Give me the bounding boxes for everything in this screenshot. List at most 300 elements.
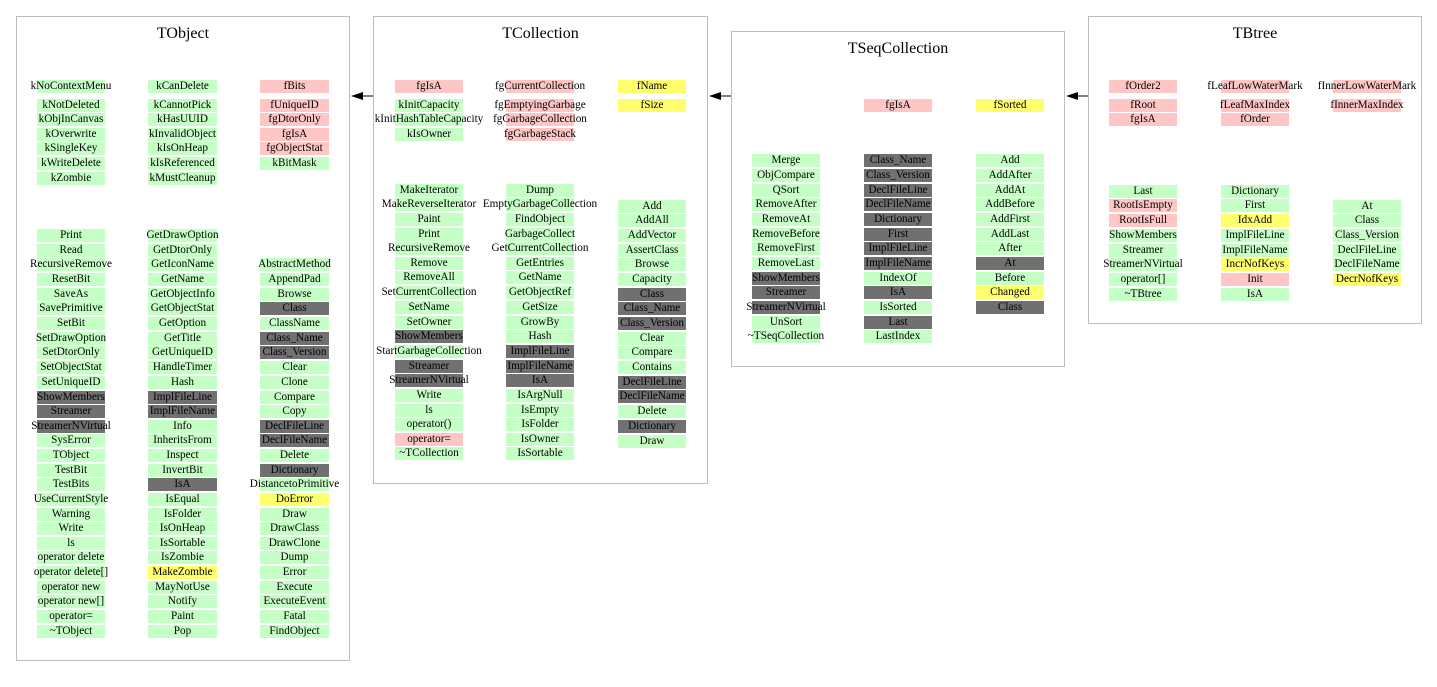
class-title: TCollection — [502, 25, 579, 42]
member-label: IsSortable — [159, 537, 206, 549]
member-label: EmptyGarbageCollection — [482, 198, 598, 210]
member-label: kInitHashTableCapacity — [374, 113, 484, 125]
member-label: operator= — [49, 610, 93, 622]
member-label: Draw — [282, 508, 307, 520]
member-label: fgGarbageCollection — [493, 113, 587, 125]
member-label: RemoveFirst — [757, 242, 815, 254]
member-label: AddAfter — [988, 169, 1032, 181]
member-fsize — [582, 99, 722, 112]
member-label: GetUniqueID — [152, 346, 213, 358]
member-label: Streamer — [408, 360, 450, 372]
member-label: Class_Version — [262, 346, 327, 358]
member-label: kObjInCanvas — [38, 113, 104, 125]
member-label: kIsOnHeap — [157, 142, 208, 154]
member-copy — [225, 405, 365, 418]
member-fgisa — [225, 128, 365, 141]
member-label: Hash — [528, 330, 552, 342]
member-label: DeclFileLine — [622, 376, 682, 388]
member-label: Init — [1247, 273, 1263, 285]
member-label: fSorted — [993, 99, 1027, 111]
member-label: Changed — [990, 286, 1030, 298]
member-label: Read — [59, 244, 83, 256]
member-label: AbstractMethod — [258, 258, 331, 270]
member-label: SetDrawOption — [35, 332, 107, 344]
member-finnerlowwatermark — [1297, 80, 1437, 93]
member-label: IsEqual — [165, 493, 200, 505]
member-label: Paint — [417, 213, 441, 225]
member-label: AssertClass — [625, 244, 679, 256]
member-draw — [582, 435, 722, 448]
member-class-version — [225, 346, 365, 359]
member-label: fName — [636, 80, 668, 92]
member-label: ShowMembers — [37, 391, 105, 403]
member-label: operator delete[] — [33, 566, 109, 578]
member-label: SetDtorOnly — [42, 346, 100, 358]
member-label: Dictionary — [1231, 185, 1279, 197]
member-label: Remove — [410, 257, 448, 269]
member-class-version — [1297, 229, 1437, 242]
member-label: Dictionary — [270, 464, 319, 476]
member-label: kZombie — [50, 172, 92, 184]
member-distancetoprimitive — [225, 478, 365, 491]
member-label: fRoot — [1130, 99, 1156, 111]
member-label: First — [1244, 199, 1266, 211]
member-executeevent — [225, 595, 365, 608]
member-addall — [582, 214, 722, 227]
member-label: DrawClone — [268, 537, 321, 549]
member-label: fInnerLowWaterMark — [1317, 80, 1417, 92]
member-clear — [225, 361, 365, 374]
member-label: ImplFileLine — [152, 391, 213, 403]
member-label: Class_Version — [619, 317, 684, 329]
member-delete — [582, 405, 722, 418]
member-label: TObject — [52, 449, 90, 461]
member-declfileline — [1297, 244, 1437, 257]
member-label: Copy — [282, 405, 307, 417]
member-label: Class — [1354, 214, 1380, 226]
member-dictionary — [1185, 185, 1325, 198]
member-label: Fatal — [283, 610, 306, 622]
member-appendpad — [225, 273, 365, 286]
member-label: Warning — [51, 508, 91, 520]
member-label: IsOnHeap — [159, 522, 206, 534]
member-label: ImplFileName — [1222, 244, 1288, 256]
member-label: fBits — [283, 80, 306, 92]
member-label: DeclFileLine — [264, 420, 325, 432]
member-label: Dump — [280, 551, 309, 563]
member-label: MakeZombie — [152, 566, 213, 578]
member-label: ImplFileName — [865, 257, 931, 269]
member-label: kInvalidObject — [148, 128, 217, 140]
member-kmustcleanup — [113, 172, 253, 185]
member-label: SetName — [408, 301, 450, 313]
member-label: ImplFileName — [507, 360, 573, 372]
member-label: ClassName — [269, 317, 320, 329]
member-label: FindObject — [269, 625, 320, 637]
member-label: kBitMask — [272, 157, 317, 169]
member-fggarbagecollection — [470, 113, 610, 126]
member-label: DeclFileLine — [868, 184, 928, 196]
member-label: RemoveAll — [403, 271, 455, 283]
member-label: ImplFileLine — [510, 345, 570, 357]
member-label: Write — [416, 389, 442, 401]
member-fatal — [225, 610, 365, 623]
member-label: fgIsA — [416, 80, 442, 92]
member-label: Write — [58, 522, 84, 534]
member-label: SetBit — [57, 317, 85, 329]
member-label: DistancetoPrimitive — [249, 478, 340, 490]
member-dump — [225, 551, 365, 564]
member-label: IsA — [1246, 288, 1264, 300]
member-label: fgIsA — [1130, 113, 1156, 125]
member-label: IsSortable — [517, 447, 563, 459]
member-label: Print — [60, 229, 82, 241]
member-addafter — [940, 169, 1080, 182]
member-label: Streamer — [765, 286, 807, 298]
member-compare — [225, 391, 365, 404]
class-title: TSeqCollection — [847, 40, 949, 57]
member-capacity — [582, 273, 722, 286]
class-title: TObject — [156, 25, 210, 42]
member-label: ResetBit — [51, 273, 91, 285]
member-label: GrowBy — [520, 316, 560, 328]
member-label: Browse — [634, 258, 670, 270]
member-label: SetUniqueID — [41, 376, 101, 388]
member-label: AddFirst — [990, 213, 1030, 225]
member-label: Clear — [282, 361, 307, 373]
member-label: QSort — [772, 184, 800, 196]
member-label: fgDtorOnly — [268, 113, 321, 125]
member-label: AddLast — [990, 228, 1030, 240]
member-label: fLeafMaxIndex — [1219, 99, 1291, 111]
member-doerror — [225, 493, 365, 506]
member-label: IsSorted — [879, 301, 917, 313]
member-dump — [470, 184, 610, 197]
member-label: Last — [1133, 185, 1153, 197]
member-label: IsFolder — [163, 508, 202, 520]
member-label: kIsReferenced — [150, 157, 215, 169]
member-label: RemoveLast — [757, 257, 815, 269]
member-label: DecrNofKeys — [1335, 273, 1399, 285]
member-label: Class_Name — [266, 332, 323, 344]
member-class — [940, 301, 1080, 314]
member-label: Class — [639, 288, 665, 300]
member-label: operator() — [406, 418, 452, 430]
member-label: Class_Version — [1334, 229, 1399, 241]
member-label: AppendPad — [268, 273, 321, 285]
member-label: fgObjectStat — [266, 142, 323, 154]
member-label: RootIsFull — [1119, 214, 1167, 226]
member-clone — [225, 376, 365, 389]
member-label: GetName — [518, 271, 562, 283]
member-getdrawoption — [113, 229, 253, 242]
member-label: ls — [425, 404, 433, 416]
member-label: Class — [282, 302, 307, 314]
member-label: Execute — [276, 581, 313, 593]
member-compare — [582, 346, 722, 359]
member-fgobjectstat — [225, 142, 365, 155]
member-label: GetDtorOnly — [152, 244, 213, 256]
member-declfilename — [1297, 258, 1437, 271]
member-dictionary — [582, 420, 722, 433]
member-label: ShowMembers — [1109, 229, 1177, 241]
member-label: IsA — [531, 374, 549, 386]
member-label: Notify — [167, 595, 198, 607]
member-label: fgIsA — [281, 128, 308, 140]
member-label: kIsOwner — [406, 128, 452, 140]
member-label: Add — [1000, 154, 1020, 166]
member-label: IsA — [174, 478, 191, 490]
member-kbitmask — [225, 157, 365, 170]
member-label: fLeafLowWaterMark — [1207, 80, 1303, 92]
member-label: InheritsFrom — [153, 434, 212, 446]
member-label: operator delete — [37, 551, 105, 563]
member-label: FindObject — [514, 213, 566, 225]
member-addfirst — [940, 213, 1080, 226]
member-label: RootIsEmpty — [1113, 199, 1173, 211]
member-label: TestBits — [52, 478, 90, 490]
member-label: DrawClass — [269, 522, 320, 534]
member-label: IndexOf — [879, 272, 917, 284]
member-label: Print — [418, 228, 440, 240]
member-fggarbagestack — [470, 128, 610, 141]
member-getdtoronly — [113, 244, 253, 257]
member-label: Paint — [171, 610, 194, 622]
member-label: RecursiveRemove — [387, 242, 471, 254]
member-fname — [582, 80, 722, 93]
member-label: operator new — [41, 581, 101, 593]
member-error — [225, 566, 365, 579]
member-addlast — [940, 228, 1080, 241]
member-declfileline — [225, 420, 365, 433]
member-label: kNotDeleted — [42, 99, 100, 111]
member-forder — [1185, 113, 1325, 126]
member-label: Draw — [639, 435, 665, 447]
member-label: GetSize — [522, 301, 558, 313]
member-last — [828, 316, 968, 329]
member-label: MayNotUse — [155, 581, 210, 593]
member-addvector — [582, 229, 722, 242]
member-label: Delete — [279, 449, 310, 461]
member-label: RemoveAfter — [755, 198, 817, 210]
member-label: kMustCleanup — [149, 172, 216, 184]
member-label: GetEntries — [516, 257, 564, 269]
member-label: GetObjectStat — [150, 302, 215, 314]
member-label: Browse — [277, 288, 312, 300]
member-label: Class_Version — [865, 169, 930, 181]
member-add — [582, 200, 722, 213]
member-label: DeclFileName — [619, 390, 685, 402]
member-label: fgCurrentCollection — [494, 80, 586, 92]
member-label: Compare — [631, 346, 673, 358]
member-label: GetName — [161, 273, 204, 285]
member-contains — [582, 361, 722, 374]
member-label: GetTitle — [164, 332, 201, 344]
member-label: fgGarbageStack — [503, 128, 577, 140]
member-label: ImplFileLine — [868, 242, 928, 254]
member-label: TestBit — [54, 464, 88, 476]
member-label: Hash — [171, 376, 194, 388]
member-label: Clone — [281, 376, 308, 388]
member-label: kHasUUID — [157, 113, 208, 125]
member-label: Streamer — [1122, 244, 1164, 256]
member-label: Delete — [637, 405, 667, 417]
member-drawclone — [225, 537, 365, 550]
member-class — [1297, 214, 1437, 227]
member-before — [940, 272, 1080, 285]
member-label: AddBefore — [985, 198, 1035, 210]
member-label: ls — [67, 537, 75, 549]
member-label: Inspect — [166, 449, 199, 461]
member-draw — [225, 508, 365, 521]
member-label: GetOption — [158, 317, 207, 329]
member-funiqueid — [225, 99, 365, 112]
member-label: kOverwrite — [45, 128, 97, 140]
member-label: IsZombie — [161, 551, 204, 563]
member-lastindex — [828, 330, 968, 343]
member-assertclass — [582, 244, 722, 257]
member-label: Dictionary — [874, 213, 922, 225]
member-label: StartGarbageCollection — [376, 345, 482, 357]
member-label: Dictionary — [628, 420, 676, 432]
member-label: RemoveBefore — [752, 228, 820, 240]
member-label: kWriteDelete — [41, 157, 101, 169]
member-label: DoError — [275, 493, 314, 505]
member-addat — [940, 184, 1080, 197]
member-class-name — [582, 302, 722, 315]
member-label: InvertBit — [162, 464, 203, 476]
member-label: Streamer — [50, 405, 92, 417]
member-label: SysError — [51, 434, 91, 446]
member-label: kNoContextMenu — [30, 80, 112, 92]
member-label: SetCurrentCollection — [381, 286, 477, 298]
member-class — [225, 302, 365, 315]
member-label: fUniqueID — [270, 99, 319, 111]
member-label: SetOwner — [406, 316, 452, 328]
member-fgdtoronly — [225, 113, 365, 126]
member-delete — [225, 449, 365, 462]
member-label: Add — [642, 200, 662, 212]
member-label: MakeReverseIterator — [381, 198, 477, 210]
member-label: UseCurrentStyle — [33, 493, 109, 505]
member-label: AddAll — [635, 214, 669, 226]
member-label: Dump — [526, 184, 554, 196]
member-execute — [225, 581, 365, 594]
member-after — [940, 242, 1080, 255]
member-declfilename — [582, 390, 722, 403]
member-label: fSize — [640, 99, 664, 111]
member-label: LastIndex — [875, 330, 921, 342]
member-browse — [225, 288, 365, 301]
member-label: Class_Name — [869, 154, 927, 166]
member-label: StreamerNVirtual — [746, 301, 826, 313]
member-label: Contains — [632, 361, 672, 373]
member-isa — [1185, 288, 1325, 301]
member-label: GetIconName — [151, 258, 214, 270]
member-class-version — [582, 317, 722, 330]
member-drawclass — [225, 522, 365, 535]
member-label: fInnerMaxIndex — [1330, 99, 1404, 111]
member-label: IdxAdd — [1237, 214, 1273, 226]
member-label: fgIsA — [885, 99, 911, 111]
member-label: GetCurrentCollection — [491, 242, 589, 254]
member-class — [582, 288, 722, 301]
member-label: IsEmpty — [521, 404, 559, 416]
member-label: GetObjectInfo — [150, 288, 215, 300]
member-fbits — [225, 80, 365, 93]
member-classname — [225, 317, 365, 330]
member-label: operator[] — [1120, 273, 1166, 285]
member-changed — [940, 286, 1080, 299]
member-clear — [582, 332, 722, 345]
member-dictionary — [225, 464, 365, 477]
member-label: StreamerNVirtual — [31, 420, 111, 432]
member-label: ~TCollection — [399, 447, 459, 459]
member-label: Before — [994, 272, 1026, 284]
member-label: UnSort — [769, 316, 803, 328]
member-label: HandleTimer — [152, 361, 213, 373]
member-label: kSingleKey — [44, 142, 98, 154]
member-label: StreamerNVirtual — [1103, 258, 1183, 270]
member-label: Compare — [273, 391, 315, 403]
member-label: After — [998, 242, 1022, 254]
member-label: Class_Name — [623, 302, 681, 314]
member-label: ExecuteEvent — [263, 595, 326, 607]
member-label: Merge — [771, 154, 801, 166]
member-label: IsA — [889, 286, 907, 298]
member-label: DeclFileName — [865, 198, 931, 210]
member-label: AddAt — [994, 184, 1026, 196]
member-at — [1297, 200, 1437, 213]
member-label: SetObjectStat — [40, 361, 102, 373]
member-label: At — [1004, 257, 1016, 269]
member-label: IncrNofKeys — [1225, 258, 1285, 270]
member-label: Capacity — [632, 273, 672, 285]
member-label: IsOwner — [520, 433, 560, 445]
class-title: TBtree — [1232, 25, 1278, 42]
member-abstractmethod — [225, 258, 365, 271]
member-class-name — [225, 332, 365, 345]
member-label: DeclFileName — [261, 434, 328, 446]
member-label: GetObjectRef — [508, 286, 572, 298]
member-label: Clear — [639, 332, 665, 344]
member-label: ~TBtree — [1124, 288, 1162, 300]
member-label: operator new[] — [37, 595, 105, 607]
member-label: Last — [888, 316, 908, 328]
member-findobject — [225, 625, 365, 638]
member-label: ~TSeqCollection — [747, 330, 825, 342]
member-label: kInitCapacity — [398, 99, 460, 111]
member-label: AddVector — [627, 229, 677, 241]
member-label: ObjCompare — [757, 169, 815, 181]
member-label: RemoveAt — [761, 213, 811, 225]
member-label: fOrder — [1240, 113, 1270, 125]
member-label: SavePrimitive — [39, 302, 103, 314]
member-label: StreamerNVirtual — [389, 374, 469, 386]
member-label: ImplFileLine — [1225, 229, 1285, 241]
member-at — [940, 257, 1080, 270]
member-decrnofkeys — [1297, 273, 1437, 286]
member-label: ShowMembers — [395, 330, 463, 342]
member-label: kCanDelete — [156, 80, 209, 92]
member-label: Info — [173, 420, 192, 432]
member-label: MakeIterator — [399, 184, 459, 196]
member-declfileline — [582, 376, 722, 389]
member-addbefore — [940, 198, 1080, 211]
member-declfilename — [225, 434, 365, 447]
member-label: At — [1361, 200, 1373, 212]
member-label: SaveAs — [53, 288, 89, 300]
